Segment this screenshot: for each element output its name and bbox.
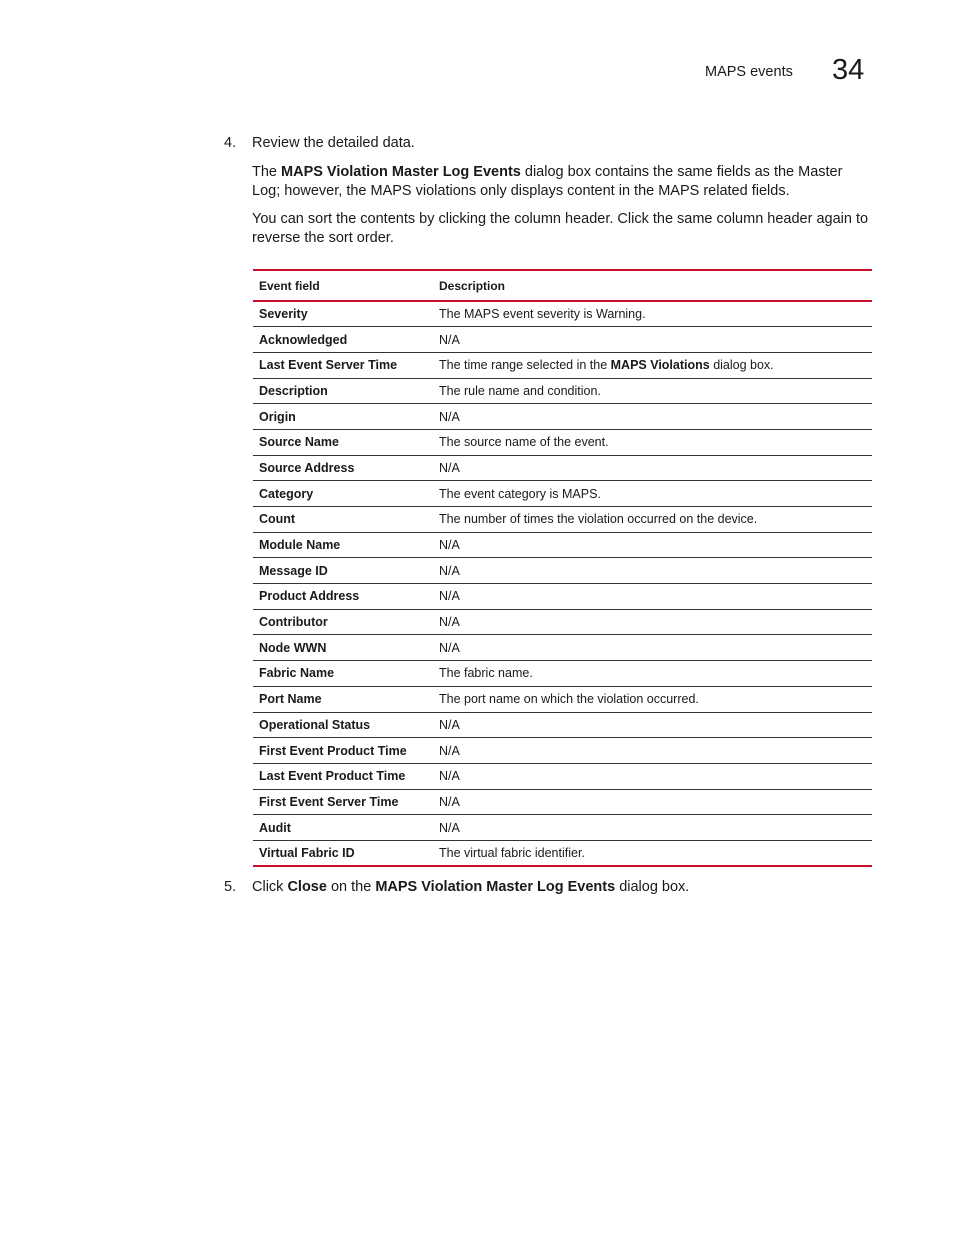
description-cell: N/A	[433, 327, 872, 353]
description-cell: N/A	[433, 584, 872, 610]
step-number: 5.	[224, 879, 237, 895]
table-row	[253, 352, 872, 378]
table-row	[253, 712, 872, 738]
table-row	[253, 584, 872, 610]
event-fields-table	[253, 269, 872, 867]
text-run: Click	[252, 879, 288, 895]
table-row	[253, 558, 872, 584]
description-cell: The fabric name.	[433, 661, 872, 687]
table-row	[253, 686, 872, 712]
table-row	[253, 763, 872, 789]
table-row	[253, 609, 872, 635]
event-field-cell: Last Event Server Time	[253, 352, 433, 378]
event-field-cell: Virtual Fabric ID	[253, 840, 433, 866]
text-run: The	[252, 164, 282, 180]
description-cell: N/A	[433, 404, 872, 430]
table-body	[253, 301, 872, 866]
step-text: Review the detailed data.	[252, 135, 415, 151]
description-cell: The number of times the violation occurred on the device.	[433, 507, 872, 533]
event-field-cell: Last Event Product Time	[253, 763, 433, 789]
description-cell: The virtual fabric identifier.	[433, 840, 872, 866]
event-field-cell: Module Name	[253, 532, 433, 558]
table-row	[253, 840, 872, 866]
dialog-name: MAPS Violation Master Log Events	[281, 164, 521, 180]
description-cell: The event category is MAPS.	[433, 481, 872, 507]
event-field-cell: Source Address	[253, 455, 433, 481]
description-cell: The port name on which the violation occurred.	[433, 686, 872, 712]
description-cell: N/A	[433, 763, 872, 789]
event-field-cell: Category	[253, 481, 433, 507]
description-cell: The source name of the event.	[433, 429, 872, 455]
table-row	[253, 301, 872, 327]
description-cell: The rule name and condition.	[433, 378, 872, 404]
text-run: The time range selected in the	[439, 358, 611, 373]
table-row	[253, 455, 872, 481]
description-cell: N/A	[433, 815, 872, 841]
table-header-row	[253, 270, 872, 301]
paragraph-sort-info: You can sort the contents by clicking the column header. Click the same column header again to reverse the sort order.	[252, 211, 869, 246]
event-field-cell: First Event Product Time	[253, 738, 433, 764]
table-row	[253, 738, 872, 764]
event-field-cell: First Event Server Time	[253, 789, 433, 815]
event-field-cell: Audit	[253, 815, 433, 841]
column-header-event-field: Event field	[253, 270, 433, 301]
chapter-number: 34	[832, 54, 865, 86]
table-row	[253, 815, 872, 841]
text-run: dialog box.	[615, 879, 690, 895]
column-header-description: Description	[433, 270, 872, 301]
description-cell: N/A	[433, 738, 872, 764]
table-row	[253, 661, 872, 687]
event-field-cell: Acknowledged	[253, 327, 433, 353]
event-field-cell: Source Name	[253, 429, 433, 455]
table-row	[253, 532, 872, 558]
dialog-name: MAPS Violation Master Log Events	[375, 879, 616, 895]
button-name: Close	[287, 879, 327, 895]
table-row	[253, 789, 872, 815]
table-row	[253, 404, 872, 430]
text-run: on the	[326, 879, 376, 895]
table-row	[253, 429, 872, 455]
table-row	[253, 635, 872, 661]
description-cell: N/A	[433, 558, 872, 584]
description-cell: N/A	[433, 609, 872, 635]
description-cell: N/A	[433, 455, 872, 481]
table-row	[253, 507, 872, 533]
event-field-cell: Product Address	[253, 584, 433, 610]
table-row	[253, 378, 872, 404]
table-row	[253, 327, 872, 353]
event-field-cell: Origin	[253, 404, 433, 430]
event-field-cell: Description	[253, 378, 433, 404]
description-cell: N/A	[433, 635, 872, 661]
event-field-cell: Contributor	[253, 609, 433, 635]
paragraph-dialog-fields	[252, 163, 872, 201]
step-text	[252, 879, 689, 895]
dialog-name: MAPS Violations	[610, 358, 710, 373]
event-field-cell: Operational Status	[253, 712, 433, 738]
text-run: dialog box.	[709, 358, 774, 373]
event-field-cell: Node WWN	[253, 635, 433, 661]
description-cell: N/A	[433, 789, 872, 815]
event-field-cell: Severity	[253, 301, 433, 327]
step-number: 4.	[224, 135, 237, 151]
description-cell	[433, 352, 872, 378]
description-cell: The MAPS event severity is Warning.	[433, 301, 872, 327]
description-cell: N/A	[433, 712, 872, 738]
table-row	[253, 481, 872, 507]
section-title: MAPS events	[705, 64, 793, 80]
description-cell: N/A	[433, 532, 872, 558]
event-field-cell: Message ID	[253, 558, 433, 584]
event-field-cell: Fabric Name	[253, 661, 433, 687]
event-field-cell: Count	[253, 507, 433, 533]
text-run: dialog box contains the same fields as the Master Log; however, the MAPS violations only displays content in the MAPS related fields.	[252, 164, 843, 199]
event-field-cell: Port Name	[253, 686, 433, 712]
